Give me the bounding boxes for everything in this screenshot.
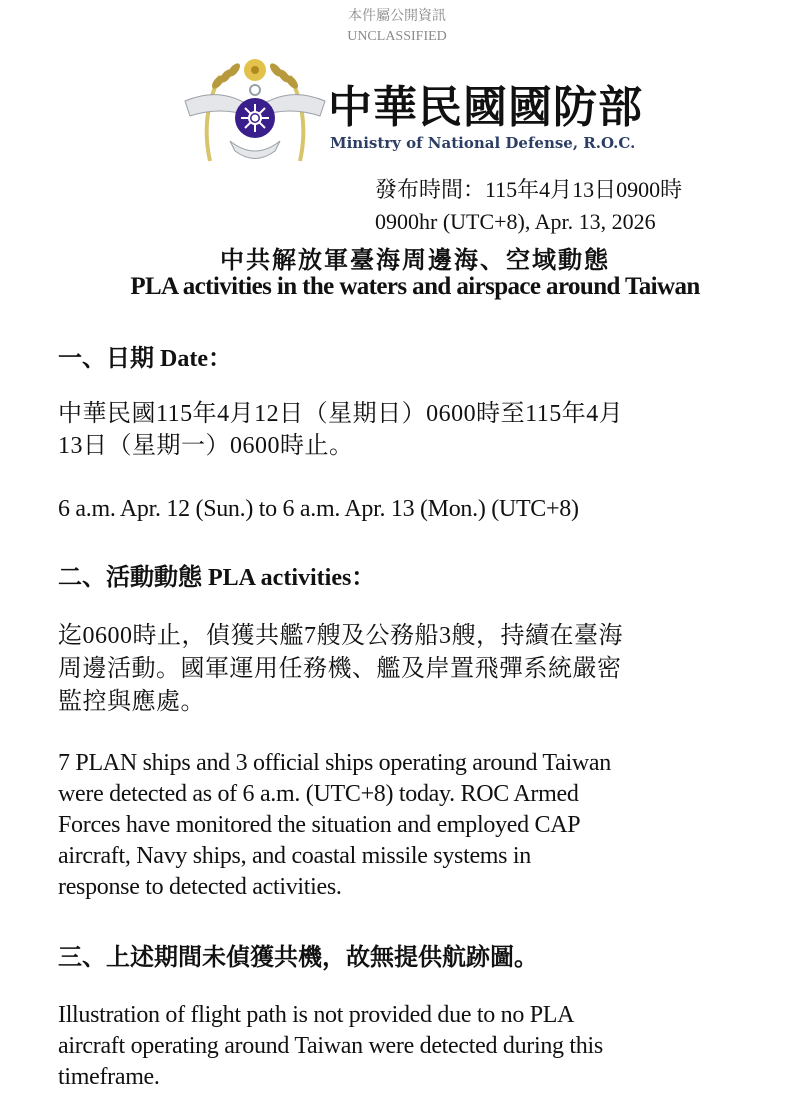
release-time-en: 0900hr (UTC+8), Apr. 13, 2026 — [375, 209, 656, 234]
ministry-name-zh: 中華民國國防部 — [328, 82, 643, 133]
activities-zh-line-3: 監控與應處。 — [58, 689, 205, 715]
no-aircraft-en-line-3: timeframe. — [58, 1064, 160, 1090]
activities-en-line-1: 7 PLAN ships and 3 official ships operating around Taiwan — [58, 750, 611, 776]
document-title-zh: 中共解放軍臺海周邊海、空域動態 — [220, 248, 610, 274]
no-aircraft-en-line-1: Illustration of flight path is not provided due to no PLA — [58, 1002, 575, 1028]
document-title-en: PLA activities in the waters and airspace around Taiwan — [130, 273, 700, 300]
activities-en-line-5: response to detected activities. — [58, 874, 342, 900]
section-heading-date: 一、日期 Date： — [58, 346, 232, 372]
activities-zh-line-1: 迄0600時止，偵獲共艦7艘及公務船3艘，持續在臺海 — [58, 623, 623, 649]
classification-zh: 本件屬公開資訊 — [348, 9, 446, 24]
classification-en: UNCLASSIFIED — [347, 29, 447, 44]
no-aircraft-en-line-2: aircraft operating around Taiwan were detected during this — [58, 1033, 603, 1059]
activities-zh-line-2: 周邊活動。國軍運用任務機、艦及岸置飛彈系統嚴密 — [58, 656, 622, 682]
date-en: 6 a.m. Apr. 12 (Sun.) to 6 a.m. Apr. 13 (Mon.) (UTC+8) — [58, 496, 579, 522]
mnd-emblem-icon — [180, 56, 330, 168]
date-zh-line-2: 13日（星期一）0600時止。 — [58, 433, 354, 459]
ministry-name-en: Ministry of National Defense, R.O.C. — [330, 134, 636, 152]
activities-en-line-4: aircraft, Navy ships, and coastal missile systems in — [58, 843, 531, 869]
section-heading-activities: 二、活動動態 PLA activities： — [58, 565, 376, 591]
activities-en-line-2: were detected as of 6 a.m. (UTC+8) today. ROC Armed — [58, 781, 579, 807]
date-zh-line-1: 中華民國115年4月12日（星期日）0600時至115年4月 — [58, 401, 624, 427]
activities-en-line-3: Forces have monitored the situation and employed CAP — [58, 812, 581, 838]
release-time-zh: 發布時間：115年4月13日0900時 — [375, 177, 683, 202]
section-heading-no-aircraft: 三、上述期間未偵獲共機，故無提供航跡圖。 — [58, 945, 538, 971]
